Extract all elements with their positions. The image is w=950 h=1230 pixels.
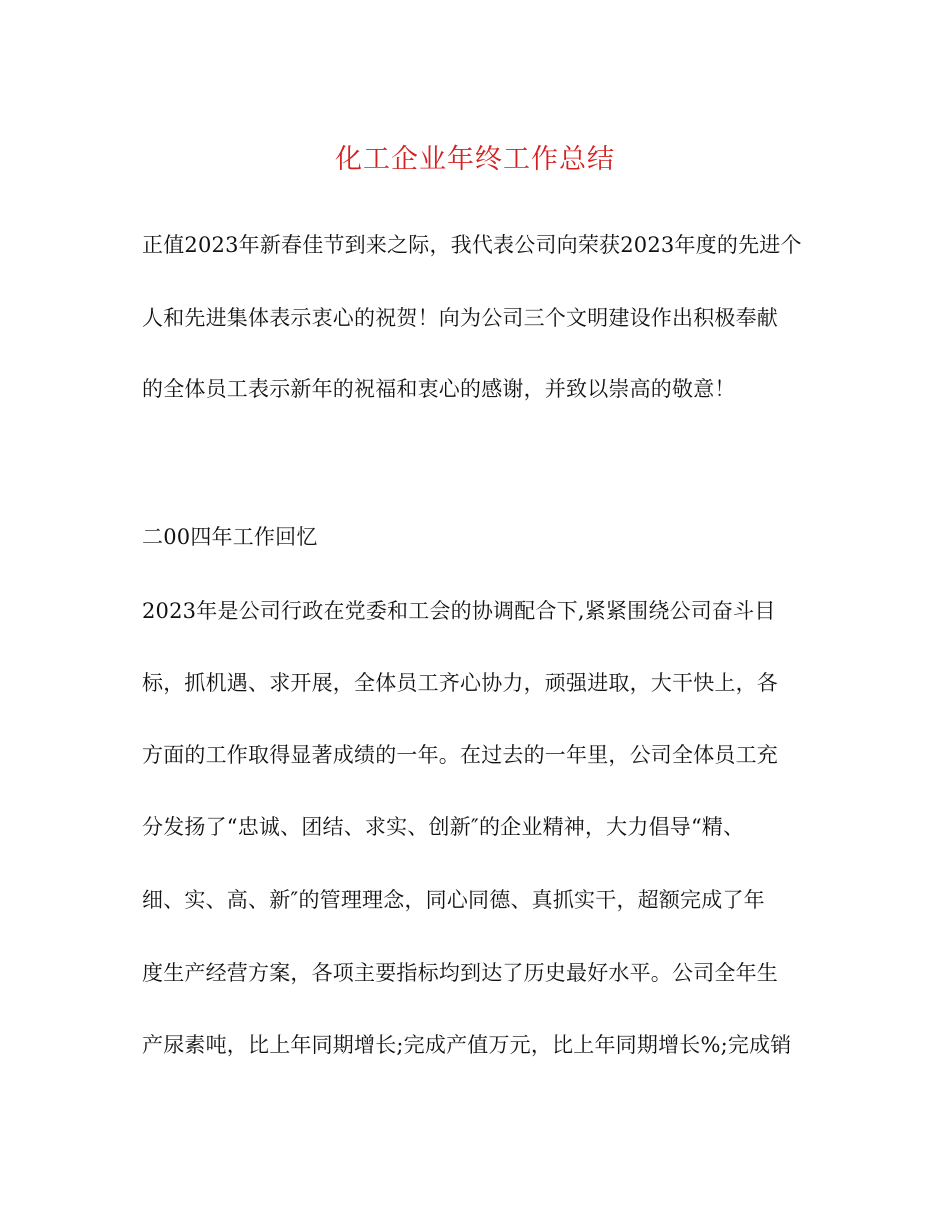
section-heading: 二00四年工作回忆 [142,525,318,549]
body-line-5: 细、实、高、新″的管理理念，同心同德、真抓实干，超额完成了年 [142,888,765,912]
body-line-7: 产尿素吨，比上年同期增长;完成产值万元，比上年同期增长%;完成销 [142,1033,792,1057]
document-title: 化工企业年终工作总结 [335,144,615,175]
body-line-6: 度生产经营方案，各项主要指标均到达了历史最好水平。公司全年生 [142,961,778,985]
intro-line-1: 正值2023年新春佳节到来之际，我代表公司向荣获2023年度的先进个 [142,233,802,257]
body-line-2: 标，抓机遇、求开展，全体员工齐心协力，顽强进取，大干快上，各 [142,671,778,695]
body-line-4: 分发扬了“忠诚、团结、求实、创新″的企业精神，大力倡导“精、 [142,815,745,839]
intro-line-3: 的全体员工表示新年的祝福和衷心的感谢，并致以崇高的敬意！ [142,377,736,401]
body-line-3: 方面的工作取得显著成绩的一年。在过去的一年里，公司全体员工充 [142,743,778,767]
body-line-1: 2023年是公司行政在党委和工会的协调配合下,紧紧围绕公司奋斗目 [142,599,776,623]
intro-line-2: 人和先进集体表示衷心的祝贺！向为公司三个文明建设作出积极奉献 [142,306,778,330]
